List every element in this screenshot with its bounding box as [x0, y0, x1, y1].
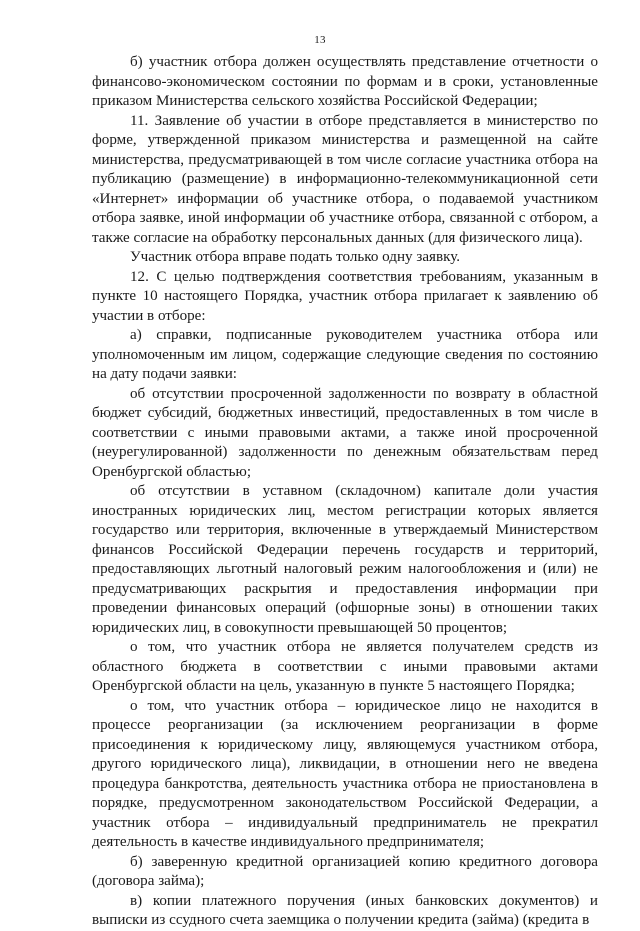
paragraph-b-loan-agreement: б) заверенную кредитной организацией копию кредитного договора (договора займа); — [92, 853, 598, 889]
paragraph-no-overdue-debt: об отсутствии просроченной задолженности по возврату в областной бюджет субсидий, бюджетных инвестиций, предоставленных в том числе в соответствии с иными правовыми актами, а также иной просроченной (неурегулированной) задолженности по денежным обязательствам перед Оренбургской областью; — [92, 385, 598, 480]
paragraph-12-documents: 12. С целью подтверждения соответствия требованиям, указанным в пункте 10 настоящего Порядка, участник отбора прилагает к заявлению об участии в отборе: — [92, 268, 598, 324]
paragraph-no-foreign-share: об отсутствии в уставном (складочном) капитале доли участия иностранных юридических лиц, местом регистрации которых является государство или территория, включенные в утверждаемый Министерством финансов Российской Федерации перечень государств и территорий, предоставляющих льготный налоговый режим налогообложения и (или) не предусматривающих раскрытия и предоставления информации при проведении финансовых операций (офшорные зоны) в отношении таких юридических лиц, в совокупности превышающей 50 процентов; — [92, 483, 598, 636]
paragraph-not-in-reorganization: о том, что участник отбора – юридическое лицо не находится в процессе реорганизации (за исключением реорганизации в форме присоединения к юридическому лицу, являющемуся участником отбора, другого юридического лица), ликвидации, в отношении него не введена процедура банкротства, деятельность участника отбора не приостановлена в порядке, предусмотренном законодательством Российской Федерации, а участник отбора – индивидуальный предприниматель не прекратил деятельность в качестве индивидуального предпринимателя; — [92, 697, 598, 850]
paragraph-v-payment-order: в) копии платежного поручения (иных банковских документов) и выписки из ссудного счета заемщика о получении кредита (займа) (кредита в — [92, 892, 598, 928]
paragraph-b-reporting: б) участник отбора должен осуществлять представление отчетности о финансово-экономическом состоянии по формам и в сроки, установленные приказом Министерства сельского хозяйства Российской Федерации; — [92, 54, 598, 109]
document-body — [92, 53, 598, 931]
paragraph-a-certificates: а) справки, подписанные руководителем участника отбора или уполномоченным им лицом, содержащие следующие сведения по состоянию на дату подачи заявки: — [92, 327, 598, 382]
paragraph-one-application: Участник отбора вправе подать только одну заявку. — [130, 249, 461, 265]
page-number: 13 — [314, 34, 326, 46]
paragraph-not-recipient: о том, что участник отбора не является получателем средств из областного бюджета в соответствии с иными правовыми актами Оренбургской области на цель, указанную в пункте 5 настоящего Порядка; — [92, 639, 598, 694]
paragraph-11-application: 11. Заявление об участии в отборе представляется в министерство по форме, утвержденной приказом министерства и размещенной на сайте министерства, предусматривающей в том числе согласие участника отбора на публикацию (размещение) в информационно-телекоммуникационной сети «Интернет» информации об участнике отбора, о подаваемой участником отбора заявке, иной информации об участнике отбора, связанной с отбором, а также согласие на обработку персональных данных (для физического лица). — [92, 112, 598, 246]
